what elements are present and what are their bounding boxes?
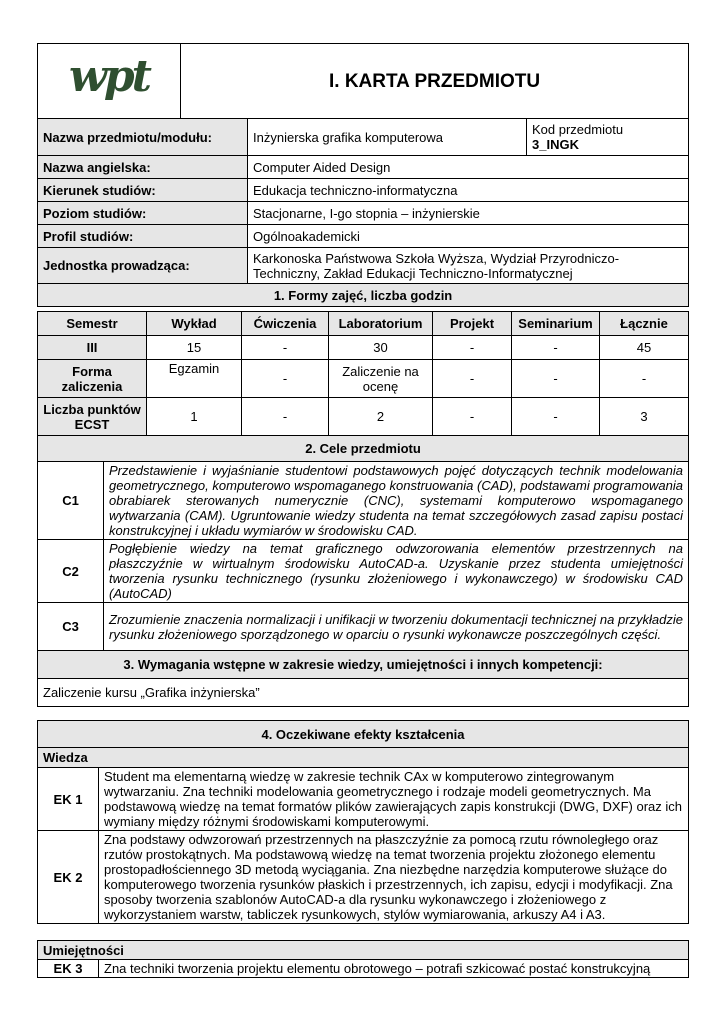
requirements-row: [38, 679, 689, 707]
skills-table: [37, 940, 689, 978]
value-cell: 3: [600, 398, 689, 436]
value-cell: Zaliczenie na ocenę: [329, 360, 433, 398]
column-header: Laboratorium: [329, 312, 433, 336]
ects-row: [38, 398, 689, 436]
forms-heading-row: [38, 284, 689, 307]
effect-code: EK 1: [38, 768, 99, 831]
value-cell: -: [512, 398, 600, 436]
effects-heading: 4. Oczekiwane efekty kształcenia: [38, 721, 689, 748]
effect-row: [38, 831, 689, 924]
value-cell: -: [242, 360, 329, 398]
column-header: Wykład: [147, 312, 242, 336]
value-cell: Egzamin: [147, 360, 242, 398]
info-row: [38, 179, 689, 202]
effect-text: Zna podstawy odwzorowań przestrzennych na płaszczyźnie za pomocą rzutu równoległego oraz rzutów prostokątnych. Ma podstawową wiedzę na temat tworzenia projektu złożonego elementu prostopadłościennego 3D metodą wyciągania. Zna niezbędne narzędzia komputerowe służące do komputerowego tworzenia rysunków płaskich i przestrzennych, ich zapisu, edycji i modyfikacji. Zna sposoby tworzenia szablonów AutoCAD-a dla rysunku wykonawczego i złożeniowego z wykorzystaniem warstw, tabliczek rysunkowych, stylów wymiarowania, arkuszy A4 i A3.: [99, 831, 689, 924]
goal-row: [38, 540, 689, 603]
effects-heading-row: [38, 721, 689, 748]
goal-text: Zrozumienie znaczenia normalizacji i unifikacji w tworzeniu dokumentacji technicznej na przykładzie rysunku złożeniowego sporządzonego w oparciu o rysunki wykonawcze poszczególnych części.: [104, 603, 689, 651]
value-cell: -: [433, 360, 512, 398]
value-cell: 45: [600, 336, 689, 360]
column-header: Łącznie: [600, 312, 689, 336]
goals-table: [37, 435, 689, 707]
value-cell: -: [242, 398, 329, 436]
info-label: Nazwa angielska:: [38, 156, 248, 179]
value-cell: -: [512, 360, 600, 398]
info-label: Poziom studiów:: [38, 202, 248, 225]
value-cell: -: [512, 336, 600, 360]
info-value: Edukacja techniczno-informatyczna: [248, 179, 689, 202]
course-card-table: [37, 43, 689, 307]
goal-code: C3: [38, 603, 104, 651]
semester-cell: III: [38, 336, 147, 360]
skills-label: Umiejętności: [38, 941, 689, 960]
column-header: Ćwiczenia: [242, 312, 329, 336]
requirements-heading: 3. Wymagania wstępne w zakresie wiedzy, umiejętności i innych kompetencji:: [38, 651, 689, 679]
value-cell: 1: [147, 398, 242, 436]
knowledge-label: Wiedza: [38, 748, 689, 768]
effects-table: [37, 720, 689, 924]
value-cell: -: [242, 336, 329, 360]
semester-row: [38, 336, 689, 360]
logo-cell: [38, 44, 181, 119]
info-value: Computer Aided Design: [248, 156, 689, 179]
code-label: Kod przedmiotu: [532, 122, 624, 137]
forms-table: [37, 311, 689, 436]
goals-heading: 2. Cele przedmiotu: [38, 436, 689, 462]
form-row: [38, 360, 689, 398]
goal-row: [38, 462, 689, 540]
code-value: 3_INGK: [532, 137, 579, 152]
effect-row: [38, 768, 689, 831]
page-title: I. KARTA PRZEDMIOTU: [181, 44, 689, 119]
forms-header-row: [38, 312, 689, 336]
effect-text: Zna techniki tworzenia projektu elementu obrotowego – potrafi szkicować postać konstrukcyjną: [99, 960, 689, 978]
value-cell: 15: [147, 336, 242, 360]
info-value: Karkonoska Państwowa Szkoła Wyższa, Wydział Przyrodniczo-Techniczny, Zakład Edukacji Techniczno-Informatycznej: [248, 248, 689, 284]
column-header: Semestr: [38, 312, 147, 336]
info-row: [38, 248, 689, 284]
value-cell: 30: [329, 336, 433, 360]
subject-label: Nazwa przedmiotu/modułu:: [38, 119, 248, 156]
knowledge-label-row: [38, 748, 689, 768]
forms-heading: 1. Formy zajęć, liczba godzin: [38, 284, 689, 307]
effect-text: Student ma elementarną wiedzę w zakresie technik CAx w komputerowo zintegrowanym wytwarzaniu. Zna techniki modelowania geometrycznego i rodzaje modeli geometrycznych. Ma podstawową wiedzę na temat formatów plików zawierających zapis konstrukcji (DWG, DXF) oraz ich wymiany między różnymi środowiskami komputerowymi.: [99, 768, 689, 831]
info-row: [38, 202, 689, 225]
value-cell: -: [433, 398, 512, 436]
subject-value: Inżynierska grafika komputerowa: [248, 119, 527, 156]
goal-row: [38, 603, 689, 651]
info-row: [38, 225, 689, 248]
info-value: Ogólnoakademicki: [248, 225, 689, 248]
goal-code: C1: [38, 462, 104, 540]
requirements-heading-row: [38, 651, 689, 679]
goal-text: Pogłębienie wiedzy na temat graficznego odwzorowania elementów przestrzennych na płaszczyźnie w wirtualnym środowisku AutoCAD-a. Uzyskanie przez studenta umiejętności tworzenia rysunku technicznego (rysunku złożeniowego i wykonawczego) w środowisku CAD (AutoCAD): [104, 540, 689, 603]
ects-label: Liczba punktów ECST: [38, 398, 147, 436]
column-header: Seminarium: [512, 312, 600, 336]
form-label: Forma zaliczenia: [38, 360, 147, 398]
skills-label-row: [38, 941, 689, 960]
info-row: [38, 156, 689, 179]
goals-heading-row: [38, 436, 689, 462]
column-header: Projekt: [433, 312, 512, 336]
info-label: Kierunek studiów:: [38, 179, 248, 202]
goal-code: C2: [38, 540, 104, 603]
code-cell: [527, 119, 689, 156]
goal-text: Przedstawienie i wyjaśnianie studentowi podstawowych pojęć dotyczących technik modelowania geometrycznego, komputerowo wspomaganego konstruowania (CAD), podstawami programowania obrabiarek sterowanych numerycznie (CNC), systemami komputerowo wspomaganego wytwarzania (CAM). Ugruntowanie wiedzy studenta na temat szczegółowych zasad zapisu postaci konstrukcyjnej i układu wymiarów w środowisku CAD.: [104, 462, 689, 540]
effect-code: EK 3: [38, 960, 99, 978]
info-label: Profil studiów:: [38, 225, 248, 248]
effect-row: [38, 960, 689, 978]
header-row: [38, 44, 689, 119]
info-row-subject: [38, 119, 689, 156]
value-cell: -: [433, 336, 512, 360]
info-value: Stacjonarne, I-go stopnia – inżynierskie: [248, 202, 689, 225]
info-label: Jednostka prowadząca:: [38, 248, 248, 284]
wpt-logo: wpt: [69, 50, 149, 102]
requirements-text: Zaliczenie kursu „Grafika inżynierska”: [38, 679, 689, 707]
value-cell: 2: [329, 398, 433, 436]
value-cell: -: [600, 360, 689, 398]
effect-code: EK 2: [38, 831, 99, 924]
